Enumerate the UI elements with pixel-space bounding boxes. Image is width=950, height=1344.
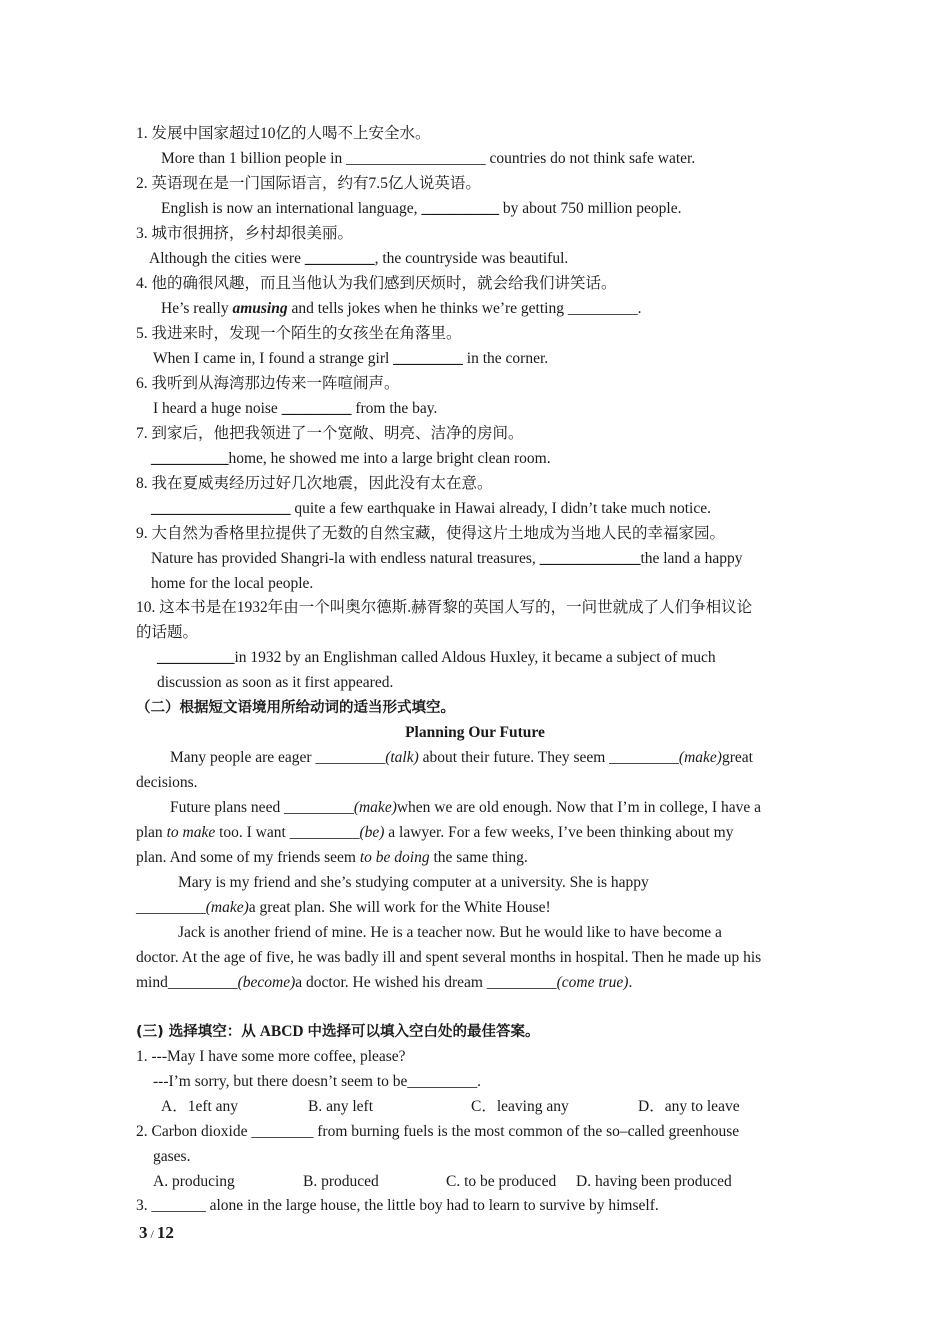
blank: _________ (284, 799, 354, 816)
item-2-chinese: 2. 英语现在是一门国际语言，约有7.5亿人说英语。 (136, 175, 481, 192)
question-1-stem: 1. ---May I have some more coffee, please? (136, 1048, 406, 1065)
option-a[interactable]: A. producing (153, 1173, 235, 1190)
blank: __________ (151, 450, 229, 467)
passage-line: plan to make too. I want _________(be) a lawyer. For a few weeks, I’ve been thinking about my (136, 824, 734, 841)
passage-line: mind_________(become)a doctor. He wished his dream _________(come true). (136, 974, 633, 991)
option-c[interactable]: C．leaving any (471, 1098, 569, 1115)
option-c[interactable]: C. to be produced (446, 1173, 557, 1190)
item-9-chinese: 9. 大自然为香格里拉提供了无数的自然宝藏，使得这片土地成为当地人民的幸福家园。 (136, 525, 726, 542)
verb-hint: (make) (678, 749, 722, 766)
verb-hint: (talk) (385, 749, 419, 766)
blank: _________ (136, 899, 206, 916)
blank: _________ (393, 350, 463, 367)
verb-hint: (become) (237, 974, 296, 991)
item-6-english: I heard a huge noise _________ from the bay. (153, 400, 438, 417)
section-3-heading: (三) 选择填空：从 ABCD 中选择可以填入空白处的最佳答案。 (136, 1023, 540, 1040)
item-1-chinese: 1. 发展中国家超过10亿的人喝不上安全水。 (136, 125, 431, 142)
item-10-chinese-cont: 的话题。 (136, 624, 199, 641)
passage-line: plan. And some of my friends seem to be doing the same thing. (136, 849, 528, 866)
item-5-english: When I came in, I found a strange girl _________ in the corner. (153, 350, 549, 367)
item-10-chinese: 10. 这本书是在1932年由一个叫奥尔德斯.赫胥黎的英国人写的，一问世就成了人们争相议论 (136, 599, 753, 616)
verb-hint: (be) (359, 824, 385, 841)
emphasis-word: amusing (232, 300, 288, 317)
question-3-stem: 3. _______ alone in the large house, the little boy had to learn to survive by himself. (136, 1197, 659, 1214)
passage-line: Jack is another friend of mine. He is a teacher now. But he would like to have become a (178, 924, 722, 941)
passage-line: Future plans need _________(make)when we are old enough. Now that I’m in college, I have a (170, 799, 761, 816)
emphasis-phrase: to be doing (359, 849, 430, 866)
item-8-english: __________________ quite a few earthquake in Hawai already, I didn’t take much notice. (151, 500, 711, 517)
blank: _________ (167, 974, 238, 991)
question-2-stem-cont: gases. (153, 1148, 191, 1165)
verb-hint: (make) (205, 899, 249, 916)
item-8-chinese: 8. 我在夏威夷经历过好几次地震，因此没有太在意。 (136, 475, 493, 492)
verb-hint: (come true) (556, 974, 629, 991)
blank: __________________ (151, 500, 291, 517)
item-5-chinese: 5. 我进来时，发现一个陌生的女孩坐在角落里。 (136, 325, 462, 342)
option-d[interactable]: D. having been produced (576, 1173, 732, 1190)
passage-line: _________(make)a great plan. She will work for the White House! (136, 899, 551, 916)
passage-line: doctor. At the age of five, he was badly ill and spent several months in hospital. Then he made up his (136, 949, 762, 966)
option-d[interactable]: D．any to leave (638, 1098, 740, 1115)
blank: __________________ (346, 150, 486, 167)
item-10-english: __________in 1932 by an Englishman called Aldous Huxley, it became a subject of much (157, 649, 716, 666)
item-3-chinese: 3. 城市很拥挤，乡村却很美丽。 (136, 225, 354, 242)
blank: _________ (289, 824, 360, 841)
item-3-english: Although the cities were _________, the countryside was beautiful. (149, 250, 569, 267)
option-a[interactable]: A．1eft any (161, 1098, 239, 1115)
blank: _____________ (539, 550, 641, 567)
item-1-english: More than 1 billion people in __________________ countries do not think safe water. (161, 150, 696, 167)
blank: _________ (281, 400, 352, 417)
passage-line: Mary is my friend and she’s studying computer at a university. She is happy (178, 874, 649, 891)
item-4-english: He’s really amusing and tells jokes when he thinks we’re getting _________. (161, 300, 642, 317)
blank: __________ (157, 649, 235, 666)
item-6-chinese: 6. 我听到从海湾那边传来一阵喧闹声。 (136, 375, 400, 392)
passage-line: decisions. (136, 774, 198, 791)
item-7-english: __________home, he showed me into a large bright clean room. (151, 450, 551, 467)
item-7-chinese: 7. 到家后，他把我领进了一个宽敞、明亮、洁净的房间。 (136, 425, 524, 442)
blank: _________ (609, 749, 679, 766)
blank: __________ (421, 200, 499, 217)
section-2-heading: （二）根据短文语境用所给动词的适当形式填空。 (136, 700, 455, 716)
item-9-english-cont: home for the local people. (151, 575, 314, 592)
blank: _________ (486, 974, 557, 991)
verb-hint: (make) (353, 799, 397, 816)
item-4-chinese: 4. 他的确很风趣，而且当他认为我们感到厌烦时，就会给我们讲笑话。 (136, 275, 617, 292)
blank: _________ (304, 250, 375, 267)
emphasis-phrase: to make (166, 824, 216, 841)
option-b[interactable]: B. produced (303, 1173, 379, 1190)
item-9-english: Nature has provided Shangri-la with endless natural treasures, _____________the land a happy (151, 550, 743, 567)
item-2-english: English is now an international language, __________ by about 750 million people. (161, 200, 682, 217)
question-1-reply: ---I’m sorry, but there doesn’t seem to be_________. (153, 1073, 482, 1090)
question-2-stem: 2. Carbon dioxide ________ from burning fuels is the most common of the so–called greenhouse (136, 1123, 740, 1140)
blank: _________ (315, 749, 386, 766)
passage-line: Many people are eager _________(talk) about their future. They seem _________(make)great (170, 749, 753, 766)
page-number: 3 / 12 (139, 1223, 174, 1242)
item-10-english-cont: discussion as soon as it first appeared. (157, 674, 394, 691)
option-b[interactable]: B. any left (308, 1098, 373, 1115)
passage-title: Planning Our Future (405, 724, 545, 741)
